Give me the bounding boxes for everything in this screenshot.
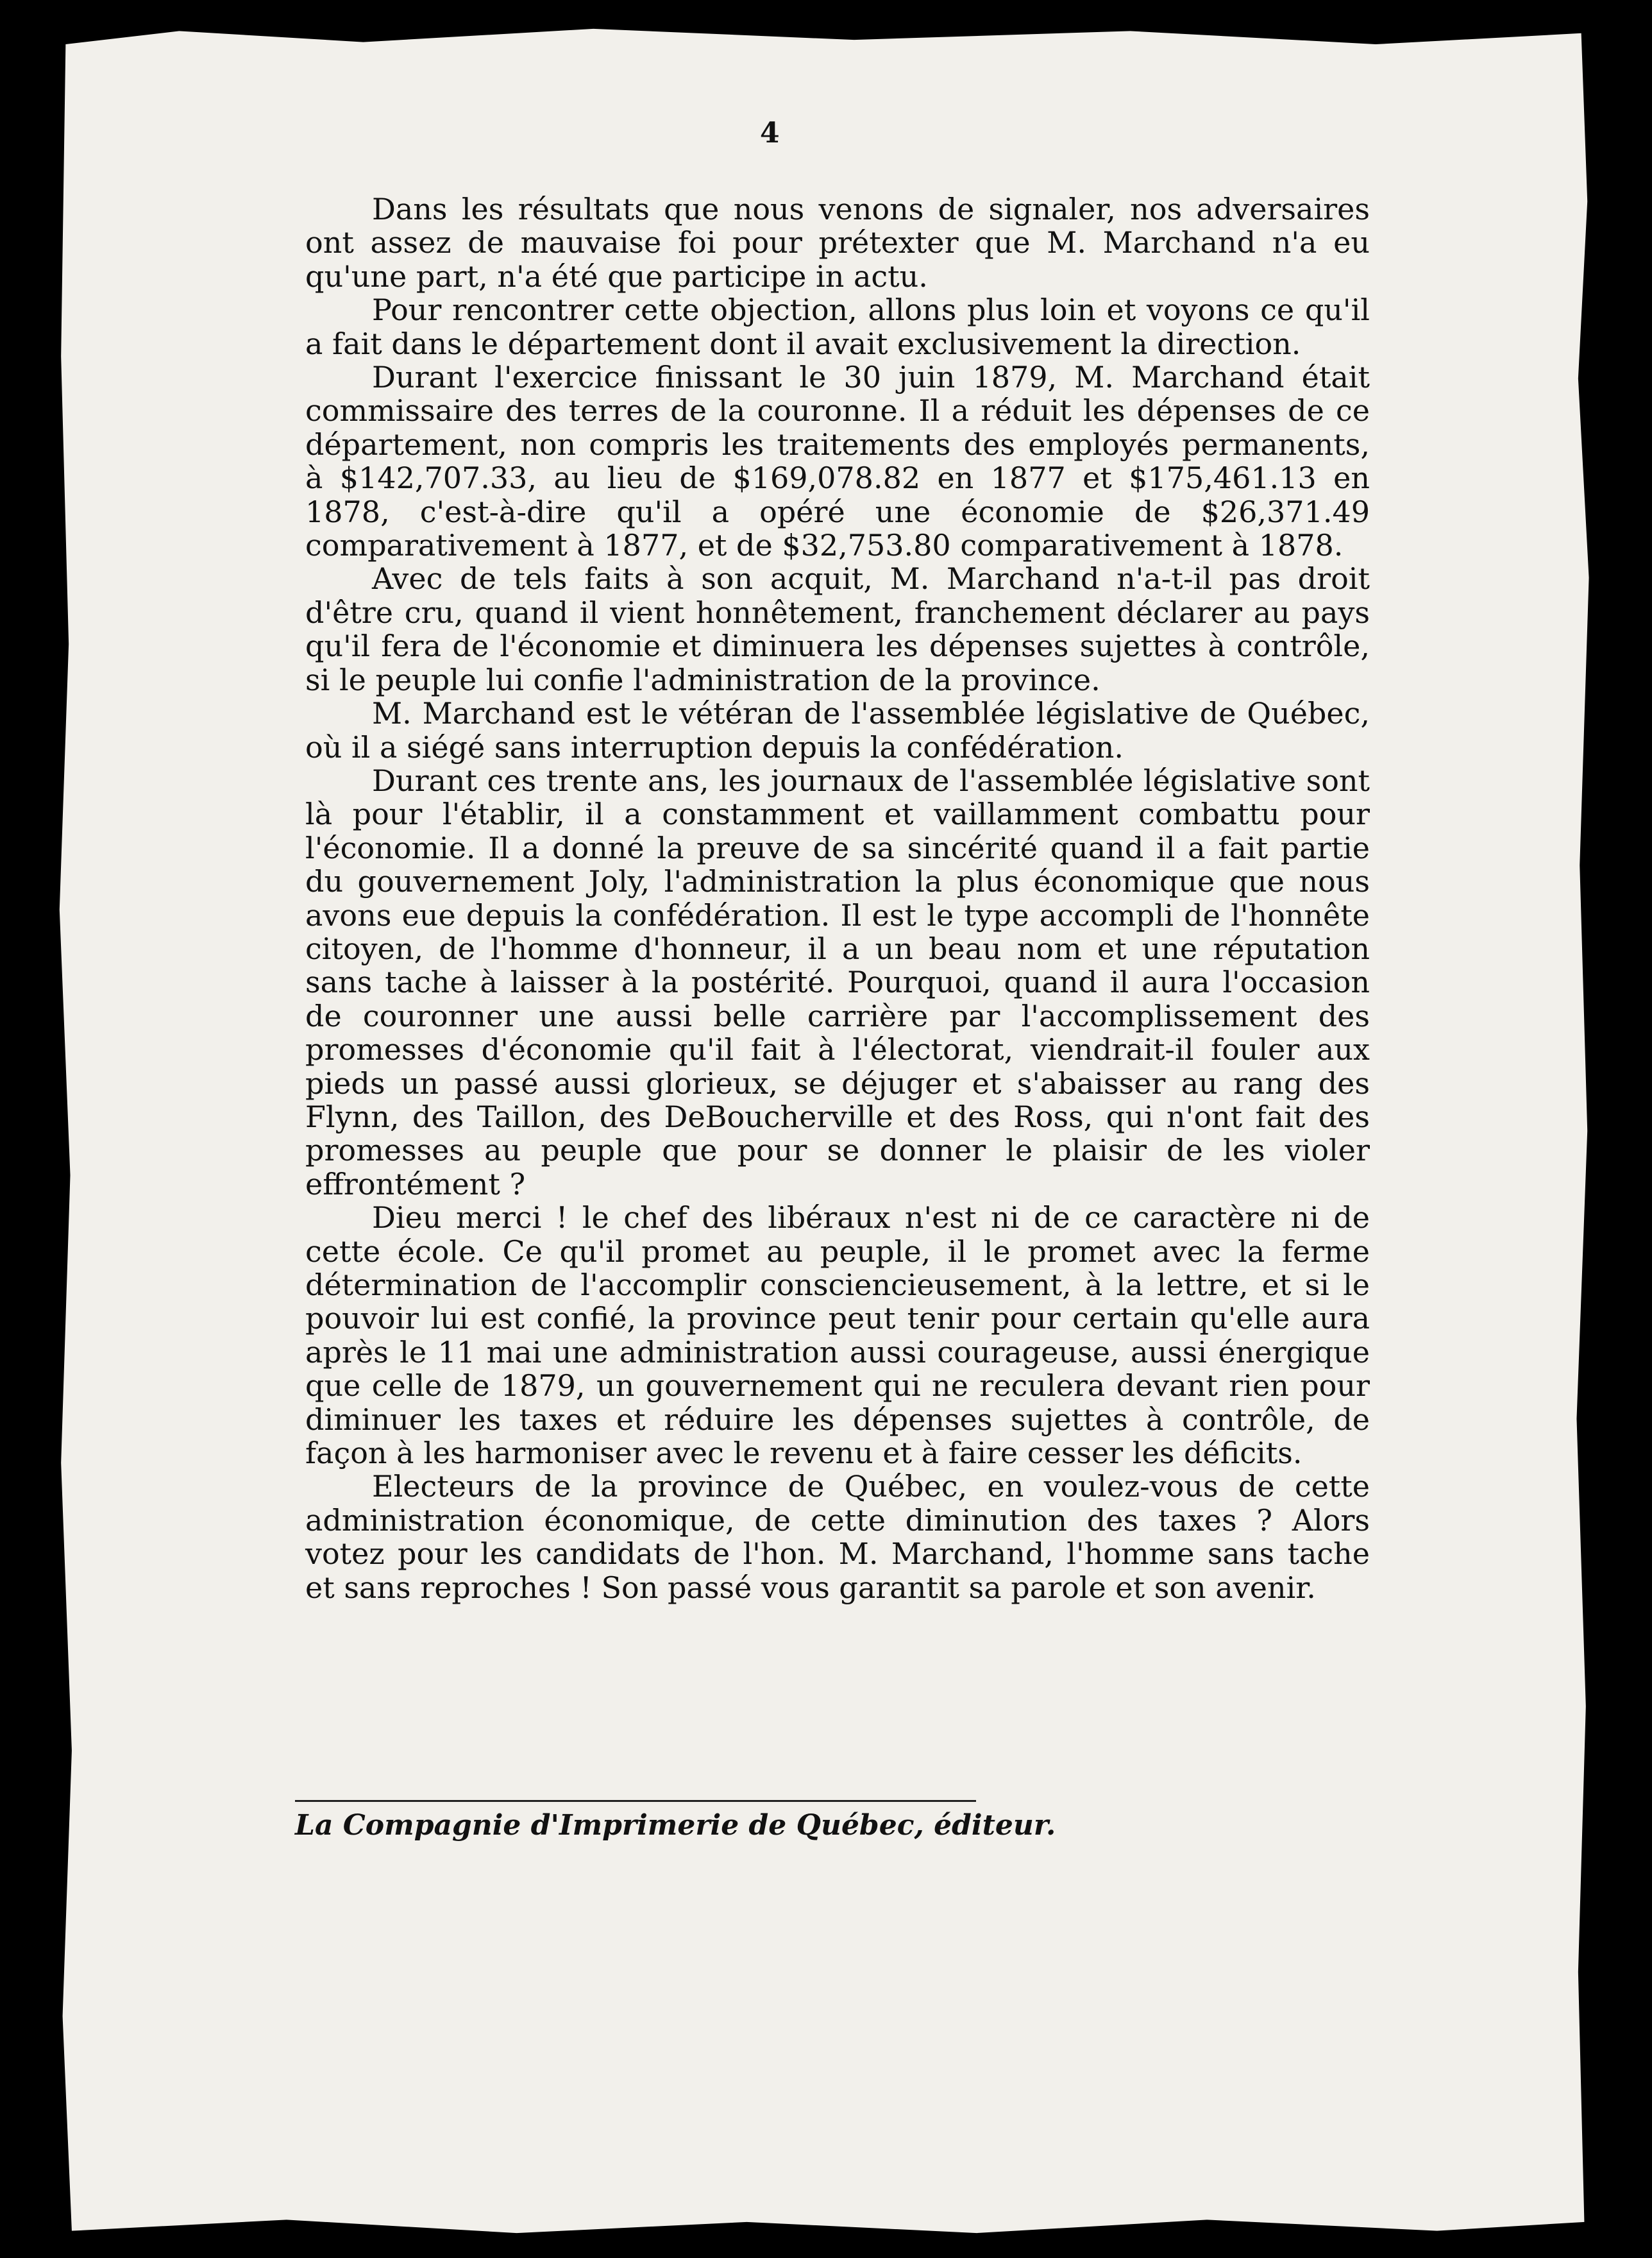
- paragraph-2: Pour rencontrer cette objection, allons plus loin et voyons ce qu'il a fait dans le département dont il avait exclusivement la direction.: [305, 293, 1370, 361]
- paragraph-1: Dans les résultats que nous venons de signaler, nos adversaires ont assez de mauvaise foi pour prétexter que M. Marchand n'a eu qu'une part, n'a été que participe in actu.: [305, 192, 1370, 294]
- paragraph-7: Dieu merci ! le chef des libéraux n'est ni de ce caractère ni de cette école. Ce qu'il promet au peuple, il le promet avec la ferme détermination de l'accomplir consciencieusement, à la lettre, et si le pouvoir lui est confié, la province peut tenir pour certain qu'elle aura après le 11 mai une administration aussi courageuse, aussi énergique que celle de 1879, un gouvernement qui ne reculera devant rien pour diminuer les taxes et réduire les dépenses sujettes à contrôle, de façon à les harmoniser avec le revenu et à faire cesser les déficits.: [305, 1200, 1370, 1471]
- publisher-imprint: La Compagnie d'Imprimerie de Québec, éditeur.: [295, 1809, 1056, 1842]
- paragraph-5: M. Marchand est le vétéran de l'assemblée législative de Québec, où il a siégé sans interruption depuis la confédération.: [305, 696, 1370, 765]
- paragraph-8: Electeurs de la province de Québec, en voulez-vous de cette administration économique, de cette diminution des taxes ? Alors votez pour les candidats de l'hon. M. Marchand, l'homme sans tache et sans reproches ! Son passé vous garantit sa parole et son avenir.: [305, 1469, 1370, 1605]
- paragraph-6: Durant ces trente ans, les journaux de l'assemblée législative sont là pour l'établir, il a constamment et vaillamment combattu pour l'économie. Il a donné la preuve de sa sincérité quand il a fait partie du gouvernement Joly, l'administration la plus économique que nous avons eue depuis la confédération. Il est le type accompli de l'honnête citoyen, de l'homme d'honneur, il a un beau nom et une réputation sans tache à laisser à la postérité. Pourquoi, quand il aura l'occasion de couronner une aussi belle carrière par l'accomplissement des promesses d'économie qu'il fait à l'électorat, viendrait-il fouler aux pieds un passé aussi glorieux, se déjuger et s'abaisser au rang des Flynn, des Taillon, des DeBoucherville et des Ross, qui n'ont fait des promesses au peuple que pour se donner le plaisir de les violer effrontément ?: [305, 763, 1370, 1201]
- imprint-divider: [295, 1800, 976, 1802]
- paragraph-3: Durant l'exercice finissant le 30 juin 1879, M. Marchand était commissaire des terres de la couronne. Il a réduit les dépenses de ce département, non compris les traitements des employés permanents, à $142,707.33, au lieu de $169,078.82 en 1877 et $175,461.13 en 1878, c'est-à-dire qu'il a opéré une économie de $26,371.49 comparativement à 1877, et de $32,753.80 comparativement à 1878.: [305, 360, 1370, 563]
- body-text: [305, 192, 1370, 1604]
- paragraph-4: Avec de tels faits à son acquit, M. Marchand n'a-t-il pas droit d'être cru, quand il vient honnêtement, franchement déclarer au pays qu'il fera de l'économie et diminuera les dépenses sujettes à contrôle, si le peuple lui confie l'administration de la province.: [305, 561, 1370, 697]
- page-number: 4: [760, 117, 784, 149]
